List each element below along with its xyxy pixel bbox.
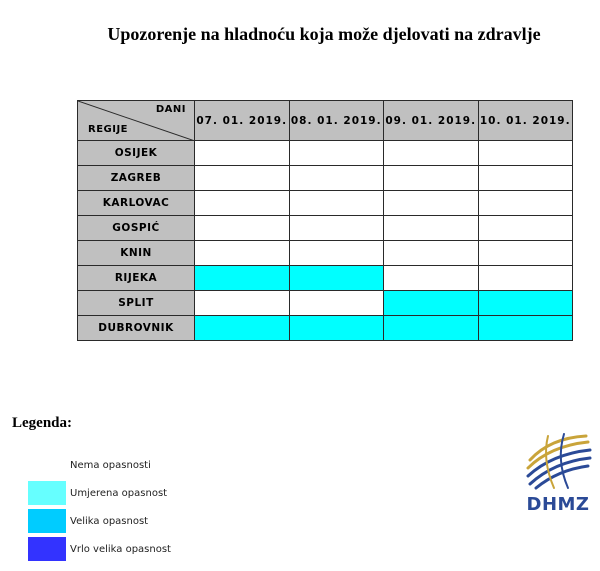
table-row bbox=[78, 291, 573, 316]
legend-swatch bbox=[28, 453, 66, 477]
legend-label: Umjerena opasnost bbox=[70, 487, 168, 499]
date-header: 08. 01. 2019. bbox=[289, 101, 384, 141]
warning-cell bbox=[195, 291, 290, 316]
legend-label: Velika opasnost bbox=[70, 515, 149, 527]
warning-cell bbox=[195, 241, 290, 266]
warning-cell bbox=[478, 316, 573, 341]
date-header: 07. 01. 2019. bbox=[195, 101, 290, 141]
table-row bbox=[78, 316, 573, 341]
warning-cell bbox=[384, 166, 479, 191]
table-header-row bbox=[78, 101, 573, 141]
table-row bbox=[78, 241, 573, 266]
warning-cell bbox=[195, 191, 290, 216]
warning-cell bbox=[478, 266, 573, 291]
warning-cell bbox=[384, 191, 479, 216]
warning-cell bbox=[384, 316, 479, 341]
warning-cell bbox=[384, 266, 479, 291]
legend-label: Nema opasnosti bbox=[70, 459, 151, 471]
region-label: KNIN bbox=[78, 241, 195, 266]
page-title: Upozorenje na hladnoću koja može djelovati na zdravlje bbox=[107, 24, 541, 44]
date-header: 09. 01. 2019. bbox=[384, 101, 479, 141]
warning-cell bbox=[195, 141, 290, 166]
warning-cell bbox=[384, 291, 479, 316]
warning-cell bbox=[195, 166, 290, 191]
region-label: DUBROVNIK bbox=[78, 316, 195, 341]
warning-cell bbox=[289, 141, 384, 166]
warning-cell bbox=[478, 166, 573, 191]
dhmz-logo-icon bbox=[520, 430, 596, 492]
table-row bbox=[78, 266, 573, 291]
warning-cell bbox=[478, 241, 573, 266]
warning-cell bbox=[289, 166, 384, 191]
table-row bbox=[78, 191, 573, 216]
warning-cell bbox=[478, 141, 573, 166]
warning-cell bbox=[478, 216, 573, 241]
warning-cell bbox=[289, 291, 384, 316]
warning-cell bbox=[289, 316, 384, 341]
legend-title: Legenda: bbox=[12, 415, 72, 431]
warning-cell bbox=[384, 216, 479, 241]
warning-cell bbox=[478, 291, 573, 316]
warning-cell bbox=[195, 216, 290, 241]
warning-cell bbox=[289, 266, 384, 291]
legend-item-none bbox=[28, 455, 151, 475]
legend-label: Vrlo velika opasnost bbox=[70, 543, 171, 555]
date-header: 10. 01. 2019. bbox=[478, 101, 573, 141]
warning-cell bbox=[289, 191, 384, 216]
legend-swatch bbox=[28, 481, 66, 505]
warning-cell bbox=[384, 141, 479, 166]
region-label: RIJEKA bbox=[78, 266, 195, 291]
table-row bbox=[78, 216, 573, 241]
region-label: GOSPIĆ bbox=[78, 216, 195, 241]
warning-cell bbox=[195, 316, 290, 341]
table-row bbox=[78, 166, 573, 191]
warning-cell bbox=[384, 241, 479, 266]
legend-item-very-high bbox=[28, 539, 171, 559]
warning-cell bbox=[478, 191, 573, 216]
region-label: ZAGREB bbox=[78, 166, 195, 191]
region-label: OSIJEK bbox=[78, 141, 195, 166]
corner-header bbox=[78, 101, 195, 141]
legend-swatch bbox=[28, 509, 66, 533]
dhmz-logo bbox=[520, 430, 596, 520]
corner-label-regions: REGIJE bbox=[88, 124, 129, 135]
warning-cell bbox=[289, 241, 384, 266]
region-label: KARLOVAC bbox=[78, 191, 195, 216]
corner-label-days: DANI bbox=[155, 104, 186, 115]
warning-table bbox=[77, 100, 573, 341]
legend-item-moderate bbox=[28, 483, 167, 503]
logo-text: DHMZ bbox=[526, 494, 590, 515]
region-label: SPLIT bbox=[78, 291, 195, 316]
warning-cell bbox=[289, 216, 384, 241]
warning-cell bbox=[195, 266, 290, 291]
legend-item-high bbox=[28, 511, 148, 531]
legend-swatch bbox=[28, 537, 66, 561]
table-row bbox=[78, 141, 573, 166]
